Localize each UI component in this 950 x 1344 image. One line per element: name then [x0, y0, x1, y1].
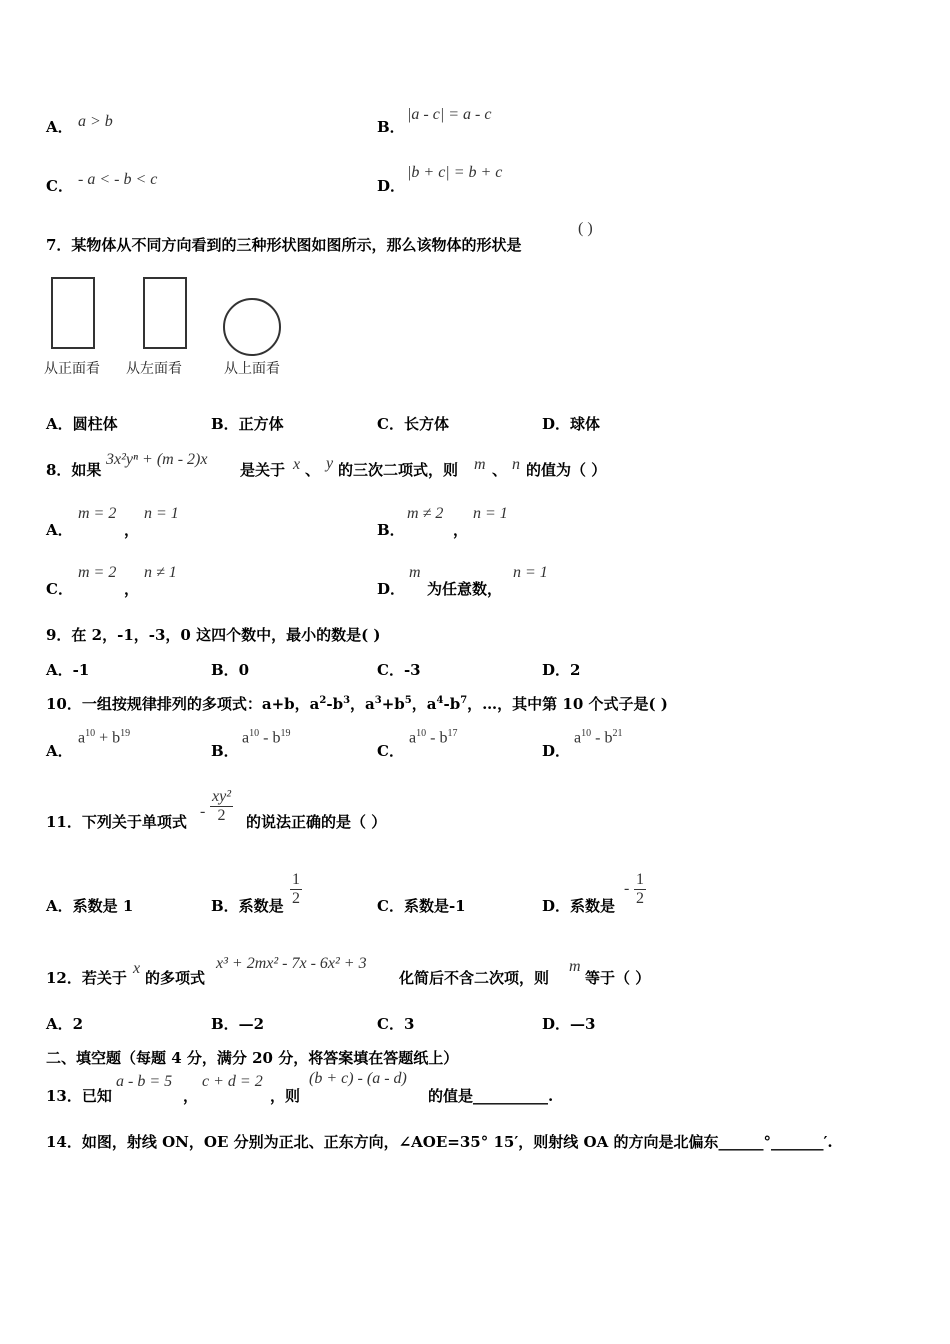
front-view-rectangle [51, 277, 95, 349]
view-caption-top: 从上面看 [224, 361, 280, 377]
q8-var-m: m [474, 456, 486, 473]
q6-option-b-label: B． [377, 118, 405, 136]
q8-option-b-comma: ， [453, 521, 469, 539]
q11-numerator: xy² [212, 788, 231, 805]
q11-option-c: C．系数是-1 [377, 897, 466, 915]
q6-option-c-label: C． [46, 177, 73, 195]
q8-option-b-m: m ≠ 2 [407, 505, 444, 522]
q13-expr-ab: a - b = 5 [116, 1073, 173, 1090]
q10-option-a-label: A． [46, 742, 73, 760]
q8-option-b-label: B． [377, 521, 405, 539]
q11-option-d-minus: - [624, 880, 630, 897]
q12-option-d: D．—3 [542, 1015, 596, 1033]
q12-text-simplify: 化简后不含二次项，则 [399, 969, 550, 987]
q12-suffix: 等于（ ） [585, 969, 651, 987]
q9-option-b: B．0 [211, 661, 250, 679]
q13-expr-target: (b + c) - (a - d) [309, 1070, 407, 1087]
q8-option-a-label: A． [46, 521, 73, 539]
q12-var-x: x [133, 960, 141, 977]
q12-option-b: B．—2 [211, 1015, 265, 1033]
q8-var-y: y [326, 455, 334, 472]
q9-stem: 9．在 2，-1，-3，0 这四个数中，最小的数是( ) [46, 626, 381, 644]
q8-option-d-n: n = 1 [513, 564, 548, 581]
view-caption-left: 从左面看 [126, 361, 182, 377]
q8-var-x: x [293, 456, 301, 473]
q9-option-d: D．2 [542, 661, 581, 679]
q6-option-a-expr: a > b [78, 113, 113, 130]
q12-text-poly: 的多项式 [145, 969, 206, 987]
q8-option-c-comma: ， [124, 580, 140, 598]
q8-option-d-m: m [409, 564, 421, 581]
q6-option-b-expr: |a - c| = a - c [407, 106, 492, 123]
q8-text-degree: 的三次二项式，则 [338, 461, 459, 479]
q14-stem: 14．如图，射线 ON，OE 分别为正北、正东方向，∠AOE=35° 15′，则射线 OA 的方向是北偏东______°_______′. [46, 1133, 833, 1151]
q11-option-d: D．系数是 [542, 897, 616, 915]
q10-option-b-expr: $a^{10} - b^{19}$ [242, 728, 291, 747]
q8-var-n: n [512, 456, 520, 473]
q12-prefix: 12．若关于 [46, 969, 127, 987]
q10-option-d-label: D． [542, 742, 571, 760]
q7-answer-paren: ( ) [578, 220, 593, 237]
q6-option-c-expr: - a < - b < c [78, 171, 158, 188]
view-caption-front: 从正面看 [44, 361, 100, 377]
q9-option-a: A．-1 [46, 661, 90, 679]
q7-option-a: A．圆柱体 [46, 415, 118, 433]
q11-option-a: A．系数是 1 [46, 897, 134, 915]
q6-option-d-expr: |b + c| = b + c [407, 164, 503, 181]
q12-polynomial: x³ + 2mx² - 7x - 6x² + 3 [216, 955, 367, 972]
section-fill-in-blank-heading: 二、填空题（每题 4 分，满分 20 分，将答案填在答题纸上） [46, 1049, 459, 1067]
q11-prefix: 11．下列关于单项式 [46, 813, 187, 831]
q7-option-c: C．长方体 [377, 415, 449, 433]
q8-sep2: 、 [492, 461, 508, 479]
q12-option-a: A．2 [46, 1015, 84, 1033]
q7-stem: 7．某物体从不同方向看到的三种形状图如图所示，那么该物体的形状是 [46, 236, 522, 254]
q8-text-about: 是关于 [240, 461, 286, 479]
q8-suffix: 的值为（ ） [526, 461, 607, 479]
q10-option-d-expr: $a^{10} - b^{21}$ [574, 728, 623, 747]
q8-option-c-m: m = 2 [78, 564, 117, 581]
q8-option-a-n: n = 1 [144, 505, 179, 522]
q10-option-a-expr: $a^{10} + b^{19}$ [78, 728, 131, 747]
q12-var-m: m [569, 958, 581, 975]
q8-option-c-n: n ≠ 1 [144, 564, 177, 581]
q7-option-d: D．球体 [542, 415, 601, 433]
q13-expr-cd: c + d = 2 [202, 1073, 263, 1090]
q13-prefix: 13．已知 [46, 1087, 112, 1105]
top-view-circle [223, 298, 281, 356]
q13-suffix: 的值是__________. [428, 1087, 554, 1105]
q10-option-c-label: C． [377, 742, 404, 760]
q6-option-d-label: D． [377, 177, 406, 195]
q6-option-a-label: A． [46, 118, 73, 136]
q11-monomial-fraction [210, 788, 233, 825]
q11-minus: - [200, 803, 206, 820]
q8-option-c-label: C． [46, 580, 73, 598]
q13-text-then: ，则 [270, 1087, 301, 1105]
q10-option-c-expr: $a^{10} - b^{17}$ [409, 728, 458, 747]
q8-sep: 、 [305, 461, 321, 479]
q10-option-b-label: B． [211, 742, 239, 760]
q8-option-d-text: 为任意数， [427, 580, 503, 598]
q12-option-c: C．3 [377, 1015, 415, 1033]
q8-option-d-label: D． [377, 580, 406, 598]
q8-option-b-n: n = 1 [473, 505, 508, 522]
q8-polynomial: 3x²yⁿ + (m - 2)x [106, 451, 208, 468]
q11-option-d-fraction: $\frac{1}{2}$ [636, 871, 644, 907]
left-view-rectangle [143, 277, 187, 349]
q13-comma: ， [183, 1087, 199, 1105]
q11-suffix: 的说法正确的是（ ） [246, 813, 387, 831]
q9-option-c: C．-3 [377, 661, 421, 679]
q8-option-a-m: m = 2 [78, 505, 117, 522]
q7-option-b: B．正方体 [211, 415, 284, 433]
q11-denominator: 2 [217, 807, 226, 824]
q11-option-b-fraction: $\frac{1}{2}$ [292, 871, 300, 907]
q8-prefix: 8．如果 [46, 461, 102, 479]
q11-option-b: B．系数是 [211, 897, 284, 915]
q10-stem: 10．一组按规律排列的多项式：a+b，$a^2-b^3$，$a^3+b^5$，$a^4-b^7$，…，其中第 10 个式子是( ) [46, 695, 668, 713]
q8-option-a-comma: ， [124, 521, 140, 539]
